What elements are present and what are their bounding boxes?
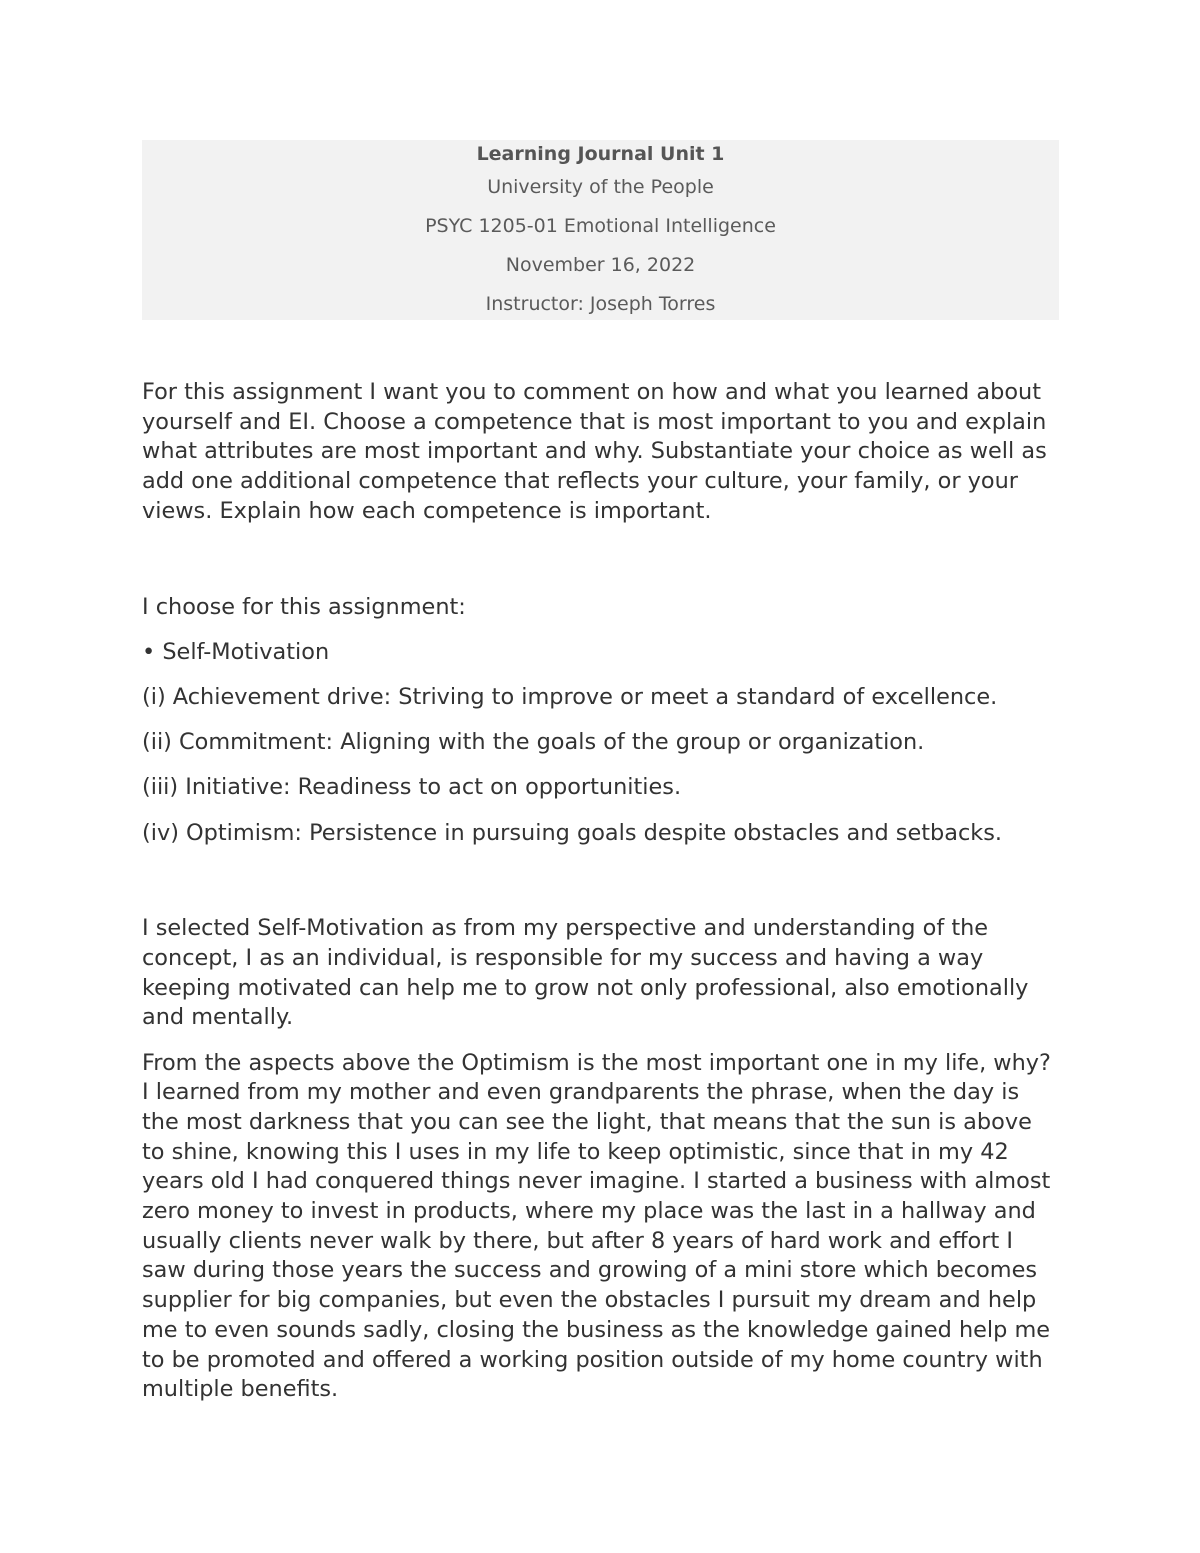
optimism-paragraph: From the aspects above the Optimism is the most important one in my life, why? I learned from my mother and even grandparents the phrase, when the day is the most darkness that you can see the light, that means that the sun is above to shine, knowing this I uses in my life to keep optimistic, since that in my 42 years old I had conquered things never imagine. I started a business with almost zero money to invest in products, where my place was the last in a hallway and usually clients never walk by there, but after 8 years of hard work and effort I saw during those years the success and growing of a mini store which becomes supplier for big companies, but even the obstacles I pursuit my dream and help me to even sounds sadly, closing the business as the knowledge gained help me to be promoted and offered a working position outside of my home country with multiple benefits. xyxy=(142,1049,1051,1403)
attribute-item: (iii) Initiative: Readiness to act on opportunities. xyxy=(142,774,682,801)
competence-item: • Self-Motivation xyxy=(142,638,330,665)
instructor-name: Instructor: Joseph Torres xyxy=(485,293,716,315)
attribute-item: (iv) Optimism: Persistence in pursuing goals despite obstacles and setbacks. xyxy=(142,819,1003,846)
selection-paragraph: I selected Self-Motivation as from my perspective and understanding of the concept, I as an individual, is responsible for my success and having a way keeping motivated can help me to grow not only professional, also emotionally and mentally. xyxy=(142,915,1029,1031)
course-name: PSYC 1205-01 Emotional Intelligence xyxy=(425,215,776,237)
document-title: Learning Journal Unit 1 xyxy=(476,143,725,165)
document-page xyxy=(142,140,1059,1405)
university-name: University of the People xyxy=(487,176,714,198)
title-block xyxy=(142,140,1059,320)
attribute-item: (ii) Commitment: Aligning with the goals of the group or organization. xyxy=(142,729,925,756)
assignment-prompt: For this assignment I want you to comment on how and what you learned about yourself and EI. Choose a competence that is most important to you and explain what attributes are most important and why. Substantiate your choice as well as add one additional competence that reflects your culture, your family, or your views. Explain how each competence is important. xyxy=(142,379,1047,524)
submission-date: November 16, 2022 xyxy=(505,254,696,276)
choice-intro: I choose for this assignment: xyxy=(142,593,466,620)
attribute-item: (i) Achievement drive: Striving to improve or meet a standard of excellence. xyxy=(142,683,998,710)
